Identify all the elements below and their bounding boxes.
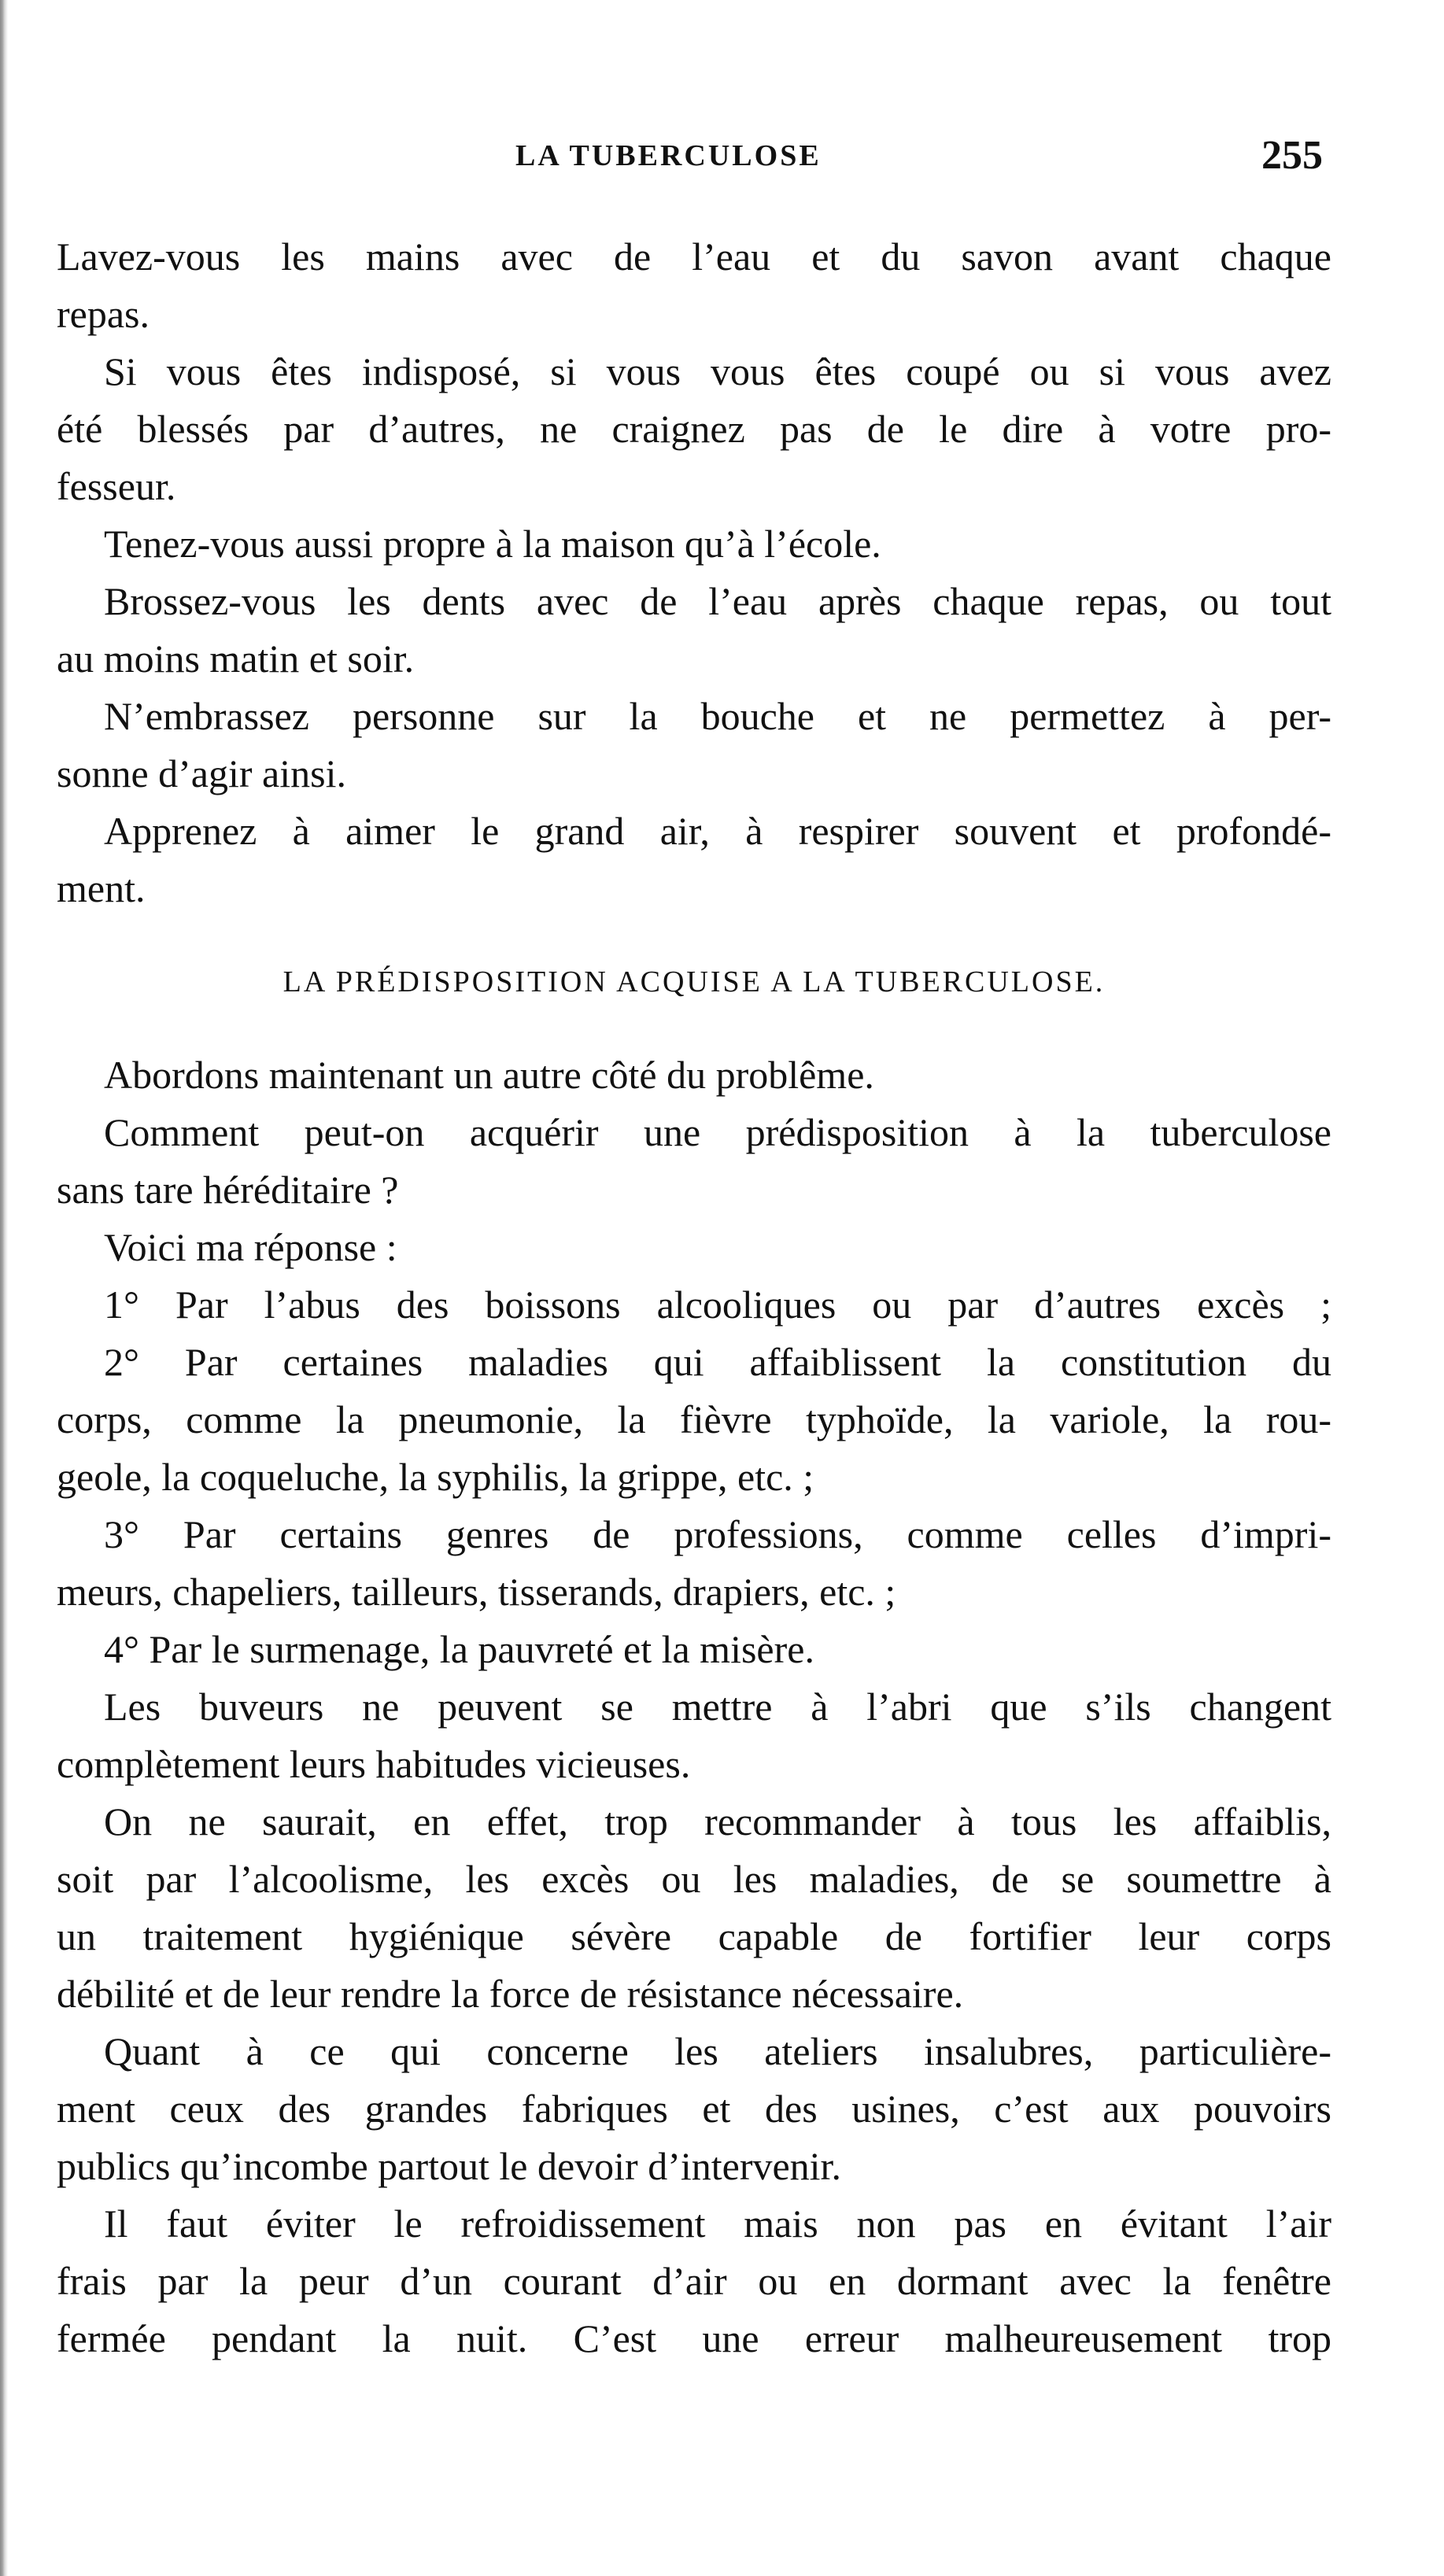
text-line: meurs, chapeliers, tailleurs, tisserands, drapiers, etc. ; — [57, 1570, 896, 1614]
text-line: été blessés par d’autres, ne craignez pas de le dire à votre pro- — [57, 407, 1331, 451]
text-line: au moins matin et soir. — [57, 637, 415, 681]
text-line: débilité et de leur rendre la force de résistance nécessaire. — [57, 1972, 964, 2016]
running-head — [0, 132, 1444, 187]
text-line: Tenez-vous aussi propre à la maison qu’à l’école. — [104, 522, 881, 566]
section-spacer — [57, 917, 1331, 949]
text-line: Apprenez à aimer le grand air, à respirer souvent et profondé- — [104, 809, 1331, 853]
text-line: geole, la coqueluche, la syphilis, la grippe, etc. ; — [57, 1455, 814, 1499]
text-line: Il faut éviter le refroidissement mais non pas en évitant l’air — [104, 2201, 1331, 2246]
text-line: complètement leurs habitudes vicieuses. — [57, 1742, 691, 1786]
text-line: repas. — [57, 292, 150, 336]
text-line: un traitement hygiénique sévère capable de fortifier leur corps — [57, 1914, 1331, 1958]
book-spine-shadow — [0, 0, 8, 2576]
text-line: fesseur. — [57, 464, 176, 508]
text-line: sonne d’agir ainsi. — [57, 751, 346, 795]
text-line: Comment peut-on acquérir une prédisposition à la tuberculose — [104, 1110, 1331, 1154]
text-line: Lavez-vous les mains avec de l’eau et du savon avant chaque — [57, 234, 1331, 279]
text-line: Abordons maintenant un autre côté du problême. — [104, 1053, 874, 1097]
text-line: N’embrassez personne sur la bouche et ne permettez à per- — [104, 694, 1331, 738]
page-body — [57, 228, 1331, 2367]
section-heading: LA PRÉDISPOSITION ACQUISE A LA TUBERCULOSE. — [283, 965, 1106, 998]
text-line: Les buveurs ne peuvent se mettre à l’abri que s’ils changent — [104, 1685, 1331, 1729]
text-line: 4° Par le surmenage, la pauvreté et la misère. — [104, 1627, 814, 1671]
text-line: On ne saurait, en effet, trop recommander à tous les affaiblis, — [104, 1799, 1331, 1843]
text-line: Si vous êtes indisposé, si vous vous êtes coupé ou si vous avez — [104, 349, 1331, 393]
text-line: ment. — [57, 866, 146, 910]
text-line: Brossez-vous les dents avec de l’eau après chaque repas, ou tout — [104, 579, 1331, 623]
text-line: Quant à ce qui concerne les ateliers insalubres, particulière- — [104, 2029, 1331, 2073]
text-line: 3° Par certains genres de professions, comme celles d’impri- — [104, 1512, 1331, 1556]
text-line: ment ceux des grandes fabriques et des usines, c’est aux pouvoirs — [57, 2087, 1331, 2131]
text-line: 1° Par l’abus des boissons alcooliques ou par d’autres excès ; — [104, 1282, 1331, 1327]
running-title: LA TUBERCULOSE — [515, 139, 822, 172]
page-number: 255 — [1261, 133, 1323, 178]
text-line: 2° Par certaines maladies qui affaiblissent la constitution du — [104, 1340, 1331, 1384]
text-line: sans tare héréditaire ? — [57, 1168, 399, 1212]
text-line: soit par l’alcoolisme, les excès ou les maladies, de se soumettre à — [57, 1857, 1331, 1901]
text-line: Voici ma réponse : — [104, 1225, 397, 1269]
text-line: frais par la peur d’un courant d’air ou en dormant avec la fenêtre — [57, 2259, 1331, 2303]
section-spacer — [57, 1015, 1331, 1046]
text-line: corps, comme la pneumonie, la fièvre typhoïde, la variole, la rou- — [57, 1397, 1331, 1441]
text-line: publics qu’incombe partout le devoir d’intervenir. — [57, 2144, 841, 2188]
text-line: fermée pendant la nuit. C’est une erreur malheureusement trop — [57, 2316, 1331, 2360]
